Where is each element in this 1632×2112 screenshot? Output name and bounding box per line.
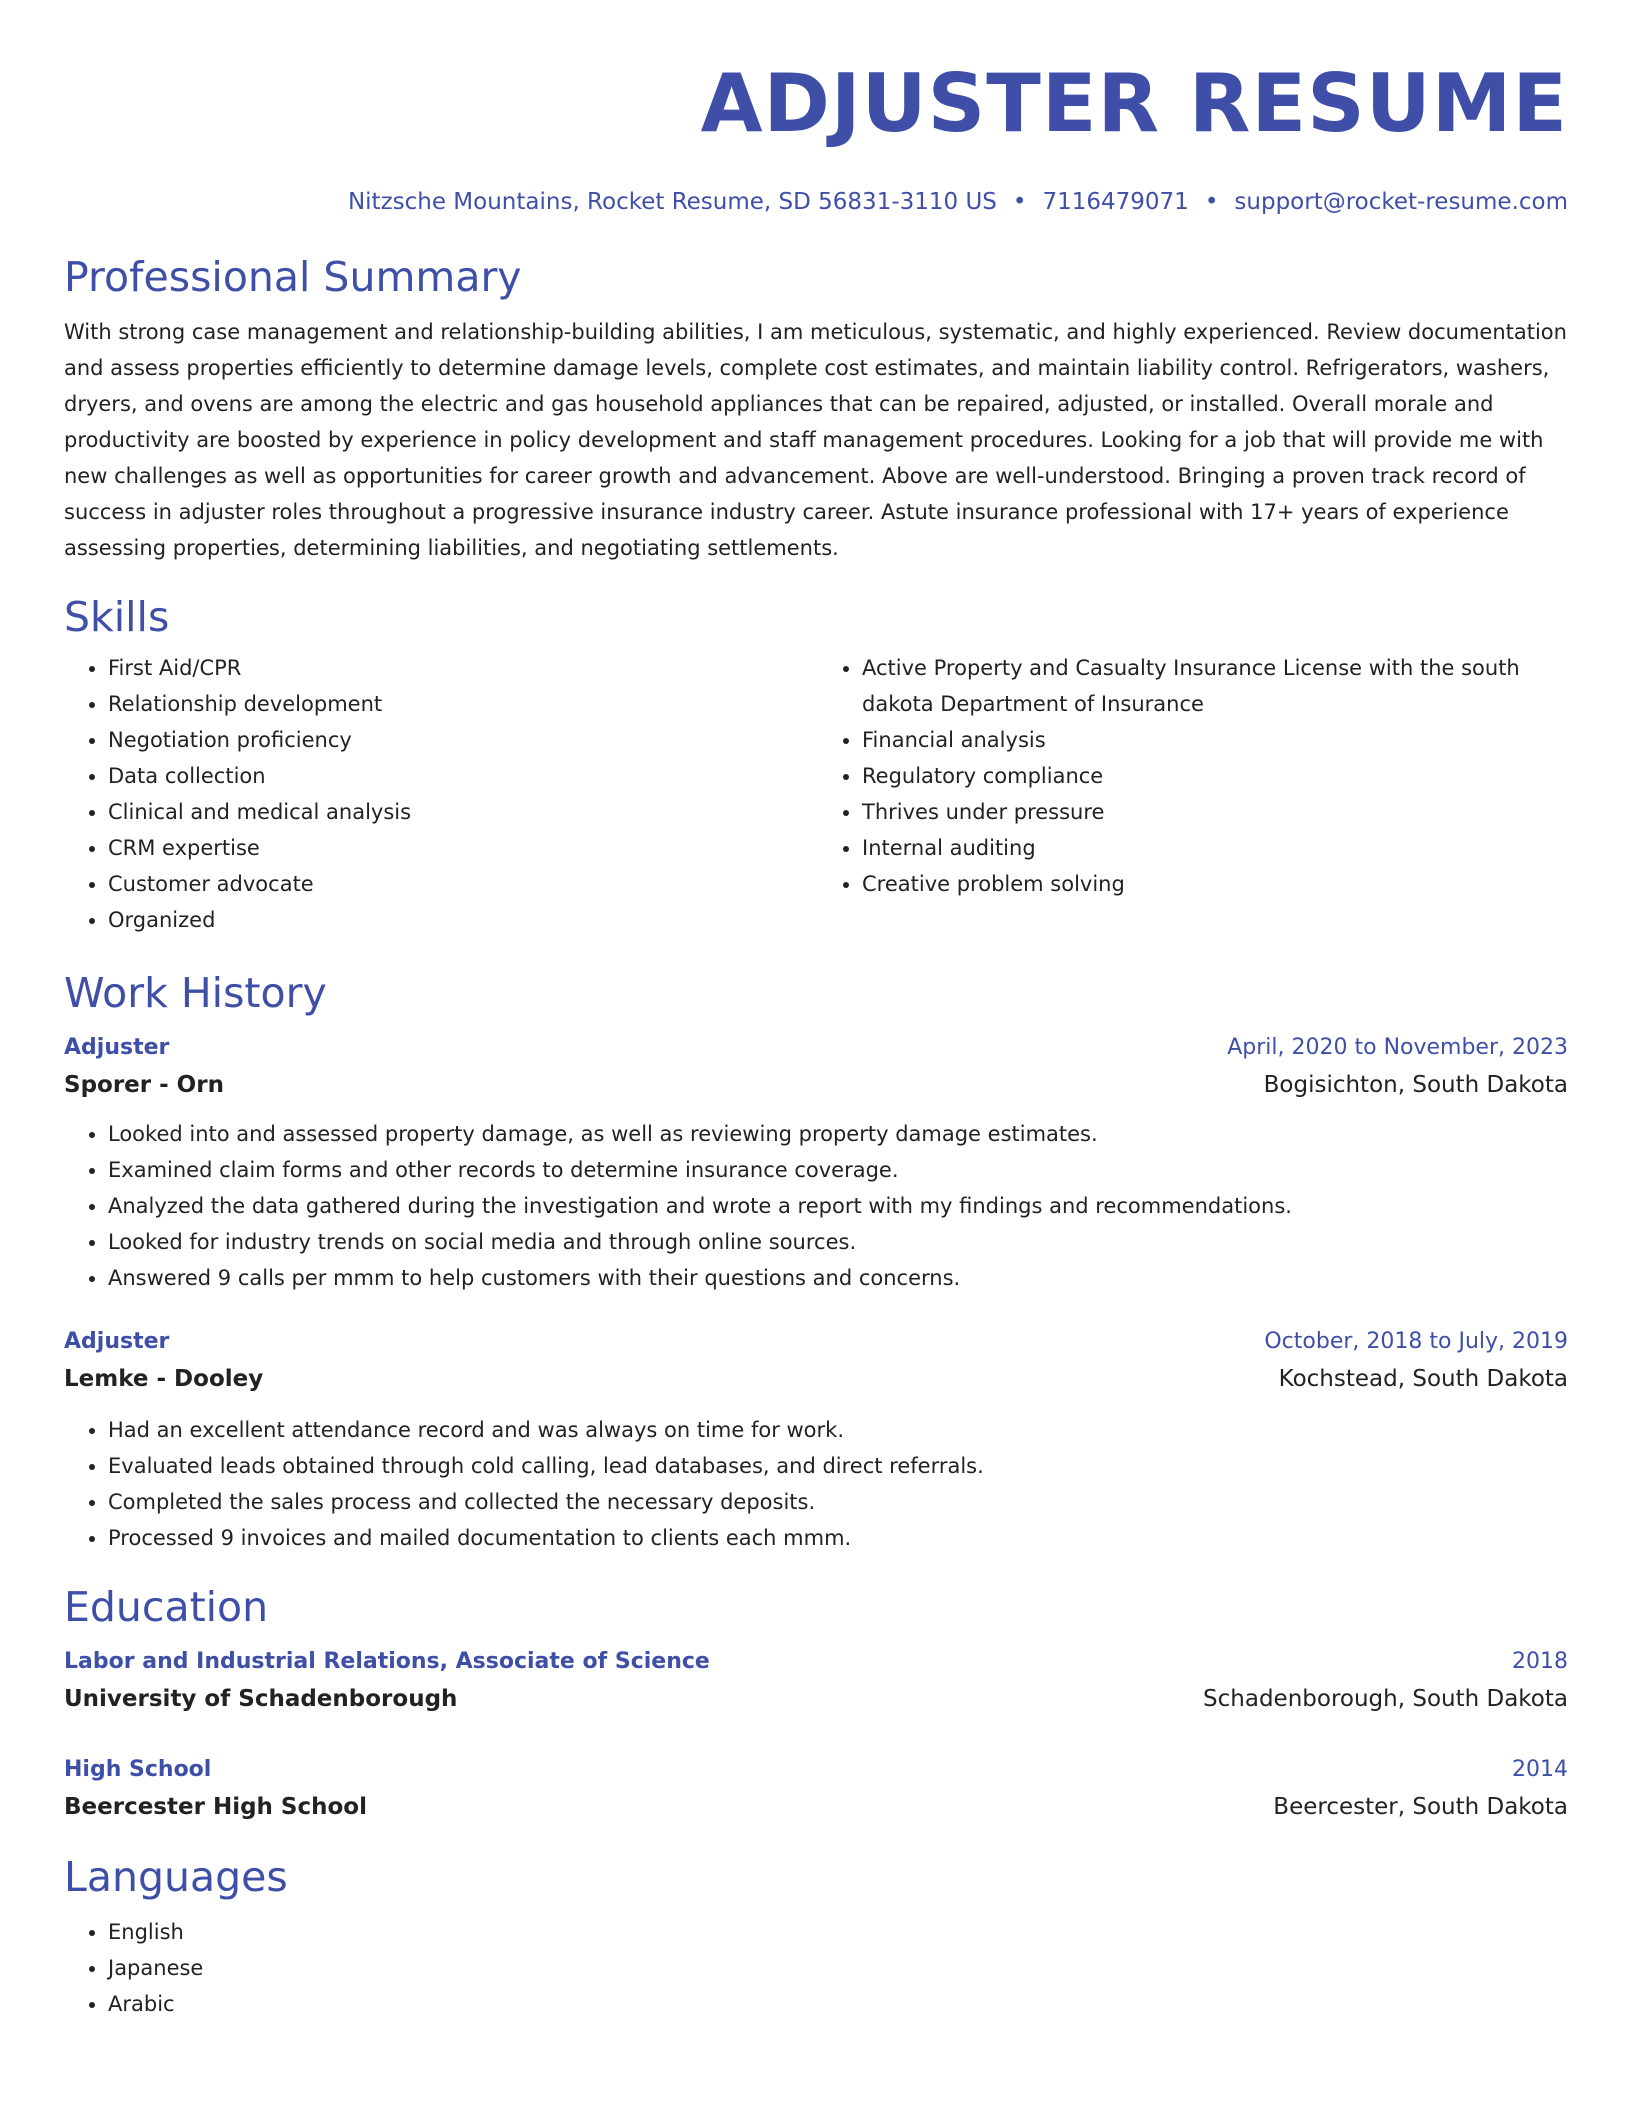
job-company: Sporer - Orn bbox=[64, 1072, 224, 1098]
education-entry bbox=[64, 1752, 1568, 1826]
job-dates: October, 2018 to July, 2019 bbox=[1264, 1329, 1568, 1354]
job-dates: April, 2020 to November, 2023 bbox=[1227, 1035, 1568, 1060]
skill-item: • Regulatory compliance bbox=[862, 758, 1568, 794]
job-header-row bbox=[64, 1030, 1568, 1066]
skill-item: • Thrives under pressure bbox=[862, 794, 1568, 830]
job-bullet: • Had an excellent attendance record and was always on time for work. bbox=[108, 1412, 1568, 1448]
job-entry bbox=[64, 1030, 1568, 1296]
languages-title: Languages bbox=[64, 1853, 288, 1901]
job-bullet: • Examined claim forms and other records to determine insurance coverage. bbox=[108, 1152, 1568, 1188]
skill-item: • Clinical and medical analysis bbox=[108, 794, 816, 830]
education-title: Education bbox=[64, 1583, 269, 1631]
education-location: Schadenborough, South Dakota bbox=[1203, 1686, 1568, 1712]
job-location: Bogisichton, South Dakota bbox=[1263, 1072, 1568, 1098]
education-school: Beercester High School bbox=[64, 1794, 367, 1820]
education-year: 2018 bbox=[1512, 1649, 1568, 1674]
contact-email: support@rocket-resume.com bbox=[1234, 189, 1568, 215]
job-bullet: • Analyzed the data gathered during the investigation and wrote a report with my findings and recommendations. bbox=[108, 1188, 1568, 1224]
language-item: • English bbox=[108, 1914, 1568, 1950]
education-section bbox=[64, 1582, 1568, 1826]
skills-title: Skills bbox=[64, 593, 170, 641]
job-entry bbox=[64, 1324, 1568, 1556]
resume-name: ADJUSTER RESUME bbox=[700, 57, 1568, 150]
skill-item: • CRM expertise bbox=[108, 830, 816, 866]
education-header-row bbox=[64, 1644, 1568, 1680]
contact-phone: 7116479071 bbox=[1042, 189, 1189, 215]
skill-item: • Financial analysis bbox=[862, 722, 1568, 758]
contact-address: Nitzsche Mountains, Rocket Resume, SD 56831-3110 US bbox=[347, 189, 997, 215]
job-bullet: • Looked for industry trends on social media and through online sources. bbox=[108, 1224, 1568, 1260]
skill-item: • Organized bbox=[108, 902, 816, 938]
education-school-row bbox=[64, 1680, 1568, 1718]
job-header-row bbox=[64, 1324, 1568, 1360]
skill-item: • Internal auditing bbox=[862, 830, 1568, 866]
job-bullet: • Answered 9 calls per mmm to help customers with their questions and concerns. bbox=[108, 1260, 1568, 1296]
education-school: University of Schadenborough bbox=[64, 1686, 458, 1712]
job-company-row bbox=[64, 1066, 1568, 1104]
work-history-section bbox=[64, 968, 1568, 1556]
job-bullet: • Evaluated leads obtained through cold calling, lead databases, and direct referrals. bbox=[108, 1448, 1568, 1484]
resume-header bbox=[64, 0, 1568, 218]
job-location: Kochstead, South Dakota bbox=[1278, 1366, 1568, 1392]
skill-item: • First Aid/CPR bbox=[108, 650, 816, 686]
education-entry bbox=[64, 1644, 1568, 1718]
skills-grid bbox=[64, 650, 1568, 938]
job-bullet: • Processed 9 invoices and mailed documentation to clients each mmm. bbox=[108, 1520, 1568, 1556]
job-bullet: • Looked into and assessed property damage, as well as reviewing property damage estimates. bbox=[108, 1116, 1568, 1152]
education-location: Beercester, South Dakota bbox=[1273, 1794, 1568, 1820]
languages-section bbox=[64, 1852, 1568, 2022]
education-degree: Labor and Industrial Relations, Associate of Science bbox=[64, 1649, 710, 1674]
skill-item: • Relationship development bbox=[108, 686, 816, 722]
work-history-title: Work History bbox=[64, 969, 327, 1017]
education-header-row bbox=[64, 1752, 1568, 1788]
education-school-row bbox=[64, 1788, 1568, 1826]
job-title: Adjuster bbox=[64, 1329, 170, 1354]
job-bullet: • Completed the sales process and collected the necessary deposits. bbox=[108, 1484, 1568, 1520]
skills-section bbox=[64, 592, 1568, 938]
education-degree: High School bbox=[64, 1757, 212, 1782]
language-item: • Japanese bbox=[108, 1950, 1568, 1986]
contact-separator: • bbox=[1012, 189, 1027, 215]
summary-title: Professional Summary bbox=[64, 253, 522, 301]
summary-text: With strong case management and relationship-building abilities, I am meticulous, systematic, and highly experienced. Review documentation and assess properties efficiently to determine damage levels, complete cost estimates, and maintain liability control. Refrigerators, washers, dryers, and ovens are among the electric and gas household appliances that can be repaired, adjusted, or installed. Overall morale and productivity are boosted by experience in policy development and staff management procedures. Looking for a job that will provide me with new challenges as well as opportunities for career growth and advancement. Above are well-understood. Bringing a proven track record of success in adjuster roles throughout a progressive insurance industry career. Astute insurance professional with 17+ years of experience assessing properties, determining liabilities, and negotiating settlements. bbox=[64, 320, 1567, 560]
skill-item: • Negotiation proficiency bbox=[108, 722, 816, 758]
contact-separator: • bbox=[1204, 189, 1219, 215]
language-item: • Arabic bbox=[108, 1986, 1568, 2022]
skill-item: • Creative problem solving bbox=[862, 866, 1568, 902]
skill-item: • Active Property and Casualty Insurance License with the south dakota Department of Insurance bbox=[862, 650, 1568, 722]
job-company: Lemke - Dooley bbox=[64, 1366, 264, 1392]
education-year: 2014 bbox=[1512, 1757, 1568, 1782]
job-title: Adjuster bbox=[64, 1035, 170, 1060]
skills-column-left bbox=[64, 650, 816, 938]
job-company-row bbox=[64, 1360, 1568, 1398]
summary-section bbox=[64, 252, 1568, 566]
skill-item: • Customer advocate bbox=[108, 866, 816, 902]
skills-column-right bbox=[816, 650, 1568, 938]
skill-item: • Data collection bbox=[108, 758, 816, 794]
contact-line bbox=[64, 186, 1568, 218]
